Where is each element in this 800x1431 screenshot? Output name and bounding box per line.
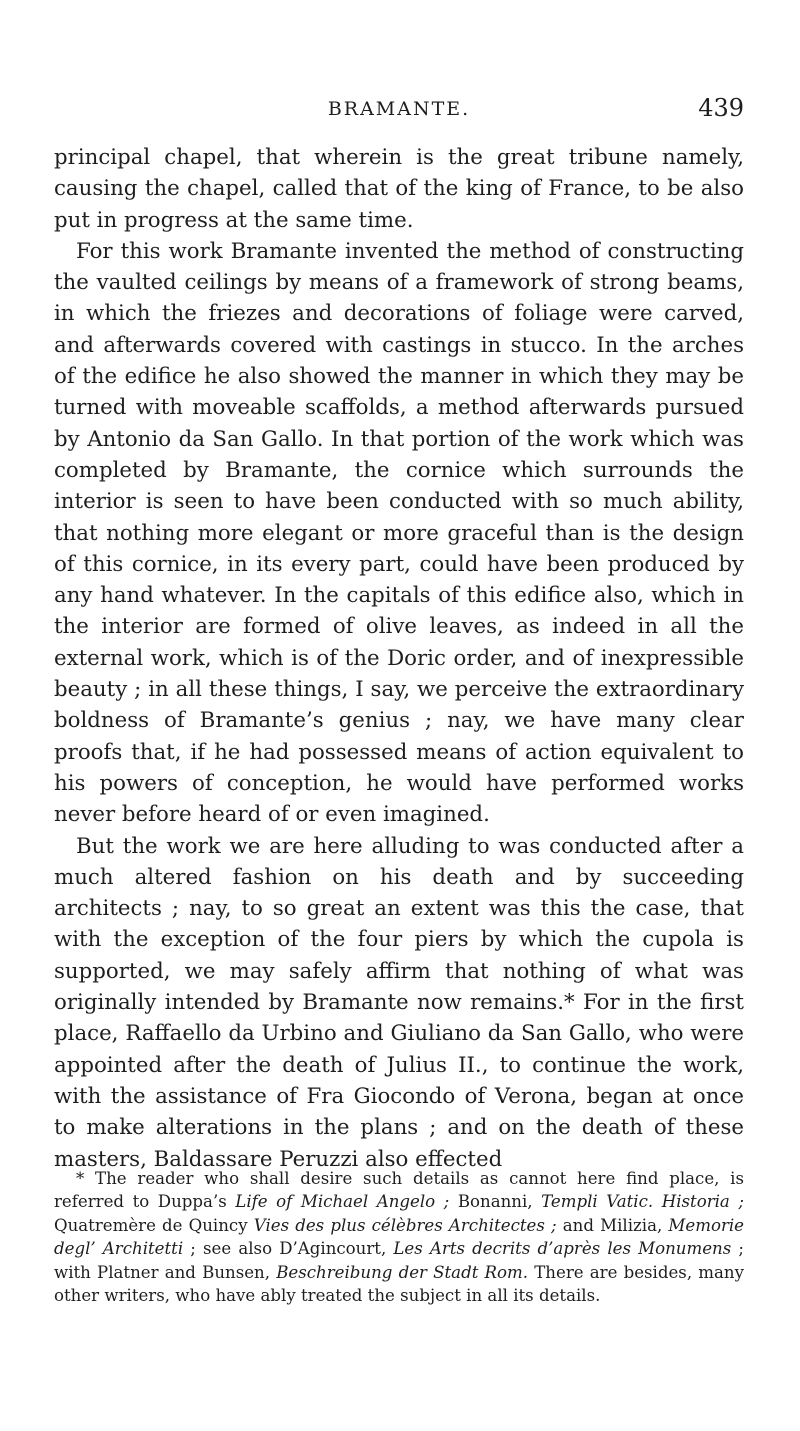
paragraph-1: principal chapel, that wherein is the great tribune namely, causing the chapel, called that of the king of France, to be also put in progress at the same time. <box>54 145 744 233</box>
footnote-segment: ; see also D’Agincourt, <box>183 1239 394 1259</box>
footnote-title-milizia: Memorie degl’ Architetti <box>54 1215 745 1259</box>
footnote-segment: Quatremère de Quincy <box>54 1215 254 1235</box>
body-text <box>54 142 744 1175</box>
paragraph-2: For this work Bramante invented the method of constructing the vaulted ceilings by means of a framework of strong beams, in which the friezes and decorations of foliage were carved, and afterwards covered with castings in stucco. In the arches of the edifice he also showed the manner in which they may be turned with moveable scaffolds, a method afterwards pursued by Antonio da San Gallo. In that portion of the work which was completed by Bramante, the cornice which surrounds the interior is seen to have been conducted with so much ability, that nothing more elegant or more graceful than is the design of this cornice, in its every part, could have been produced by any hand whatever. In the capitals of this edifice also, which in the interior are formed of olive leaves, as indeed in all the external work, which is of the Doric order, and of inexpressible beauty ; in all these things, I say, we perceive the extraordinary boldness of Bramante’s genius ; nay, we have many clear proofs that, if he had possessed means of action equivalent to his powers of conception, he would have performed works never before heard of or even imagined. <box>54 238 744 828</box>
footnote-title-bonanni: Templi Vatic. Historia ; <box>541 1192 744 1212</box>
footnote-title-dagincourt: Les Arts decrits d’après les Monumens <box>393 1239 732 1259</box>
footnote-title-duppa: Life of Michael Angelo ; <box>235 1192 450 1212</box>
footnote-segment: Bonanni, <box>449 1192 542 1212</box>
footnote <box>54 1167 744 1307</box>
footnote-title-platner: Beschreibung der Stadt Rom. <box>276 1262 529 1282</box>
footnote-segment: * The reader who shall desire such details as cannot here find place, is referred to Duppa’s <box>54 1169 744 1212</box>
running-head: BRAMANTE. <box>327 98 471 120</box>
footnote-title-quatremere: Vies des plus célèbres Architectes ; <box>253 1215 557 1235</box>
footnote-segment: and Milizia, <box>556 1215 669 1235</box>
footnote-segment: ; with Platner and Bunsen, <box>54 1239 744 1282</box>
page-number: 439 <box>698 94 744 122</box>
footnote-segment: There are besides, many other writers, who have ably treated the subject in all its details. <box>54 1262 744 1306</box>
paragraph-3: But the work we are here alluding to was conducted after a much altered fashion on his death and by succeeding architects ; nay, to so great an extent was this the case, that with the exception of the four piers by which the cupola is supported, we may safely affirm that nothing of what was originally intended by Bramante now remains.* For in the first place, Raffaello da Urbino and Giuliano da San Gallo, who were appointed after the death of Julius II., to continue the work, with the assistance of Fra Giocondo of Verona, began at once to make alterations in the plans ; and on the death of these masters, Baldassare Peruzzi also effected <box>54 833 744 1172</box>
page-header <box>54 92 744 132</box>
footnote-text <box>54 1167 744 1307</box>
